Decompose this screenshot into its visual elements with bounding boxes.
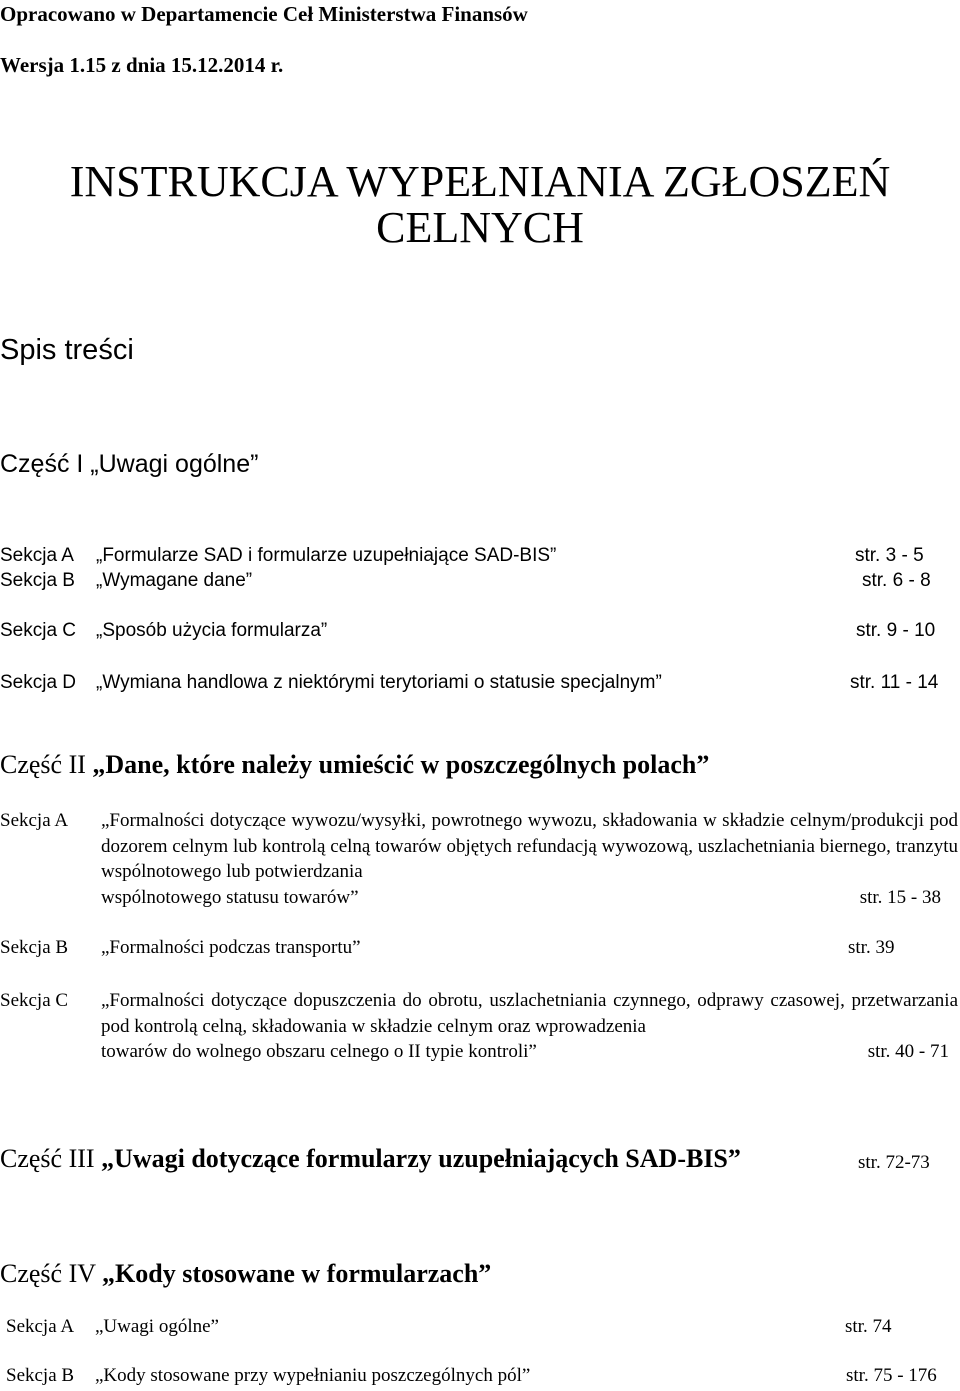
- part1-heading: [0, 450, 258, 479]
- part1-sectionD-title: „Wymiana handlowa z niektórymi terytoriami o statusie specjalnym”: [96, 672, 662, 693]
- part2-title: „Dane, które należy umieścić w poszczególnych polach”: [92, 750, 710, 779]
- part2-sectionC-body: [101, 988, 958, 1065]
- part4-sectionB-pages: str. 75 - 176: [846, 1365, 937, 1386]
- part2-sectionA-body: [101, 808, 958, 910]
- part1-sectionA-label: Sekcja A: [0, 545, 74, 566]
- part2-sectionB-pages: str. 39: [848, 937, 895, 958]
- part1-sectionC-title: „Sposób użycia formularza”: [96, 620, 328, 641]
- part4-sectionA-title: „Uwagi ogólne”: [95, 1316, 219, 1337]
- part2-sectionC-pages: str. 40 - 71: [867, 1041, 949, 1062]
- part2-sectionC-text: „Formalności dotyczące dopuszczenia do obrotu, uszlachetniania czynnego, odprawy czasowej, przetwarzania pod kontrolą celną, składowania w składzie celnym oraz wprowadzenia: [101, 990, 958, 1037]
- part1-sectionA-title: „Formularze SAD i formularze uzupełniające SAD-BIS”: [96, 545, 557, 566]
- part2-label: Część II: [0, 750, 93, 779]
- part2-sectionA-text: „Formalności dotyczące wywozu/wysyłki, powrotnego wywozu, składowania w składzie celnym/produkcji pod dozorem celnym lub kontrolą celną towarów objętych refundacją wywozową, uszlachetniania biernego, tranzytu wspólnotowego lub potwierdzania: [101, 810, 958, 882]
- part1-label: Część I: [0, 450, 91, 478]
- part4-sectionB-label: Sekcja B: [6, 1365, 75, 1386]
- part3-heading: [0, 1144, 741, 1174]
- part1-sectionB-label: Sekcja B: [0, 570, 75, 591]
- part2-sectionA-label: Sekcja A: [0, 810, 69, 831]
- department-line: Opracowano w Departamencie Ceł Ministerstwa Finansów: [0, 2, 528, 26]
- part2-sectionC-label: Sekcja C: [0, 990, 69, 1011]
- part3-title: „Uwagi dotyczące formularzy uzupełniających SAD-BIS”: [101, 1144, 741, 1173]
- part4-sectionA-pages: str. 74: [845, 1316, 892, 1337]
- version-line: Wersja 1.15 z dnia 15.12.2014 r.: [0, 53, 284, 77]
- part1-title: „Uwagi ogólne”: [90, 450, 259, 478]
- part4-heading: [0, 1259, 491, 1289]
- part3-label: Część III: [0, 1144, 102, 1173]
- document-title-line1: INSTRUKCJA WYPEŁNIANIA ZGŁOSZEŃ: [69, 157, 891, 206]
- part2-sectionA-last-line: wspólnotowego statusu towarów”: [101, 886, 359, 908]
- part4-title: „Kody stosowane w formularzach”: [102, 1259, 492, 1288]
- part4-sectionB-title: „Kody stosowane przy wypełnianiu poszczególnych pól”: [95, 1365, 531, 1386]
- part3-pages: str. 72-73: [858, 1152, 930, 1173]
- part4-label: Część IV: [0, 1259, 103, 1288]
- part1-sectionA-pages: str. 3 - 5: [855, 545, 924, 566]
- part1-sectionC-pages: str. 9 - 10: [856, 620, 936, 641]
- part2-sectionC-last-line: towarów do wolnego obszaru celnego o II typie kontroli”: [101, 1041, 537, 1062]
- part1-sectionD-label: Sekcja D: [0, 672, 77, 693]
- part1-sectionC-label: Sekcja C: [0, 620, 77, 641]
- part2-sectionB-label: Sekcja B: [0, 937, 69, 958]
- part2-sectionB-title: „Formalności podczas transportu”: [101, 937, 361, 958]
- part2-heading: [0, 750, 709, 780]
- part1-sectionB-title: „Wymagane dane”: [96, 570, 253, 591]
- document-title-line2: CELNYCH: [376, 203, 584, 252]
- part1-sectionB-pages: str. 6 - 8: [862, 570, 931, 591]
- part2-sectionA-pages: str. 15 - 38: [859, 886, 941, 908]
- part4-sectionA-label: Sekcja A: [6, 1316, 75, 1337]
- toc-heading: Spis treści: [0, 334, 134, 366]
- part1-sectionD-pages: str. 11 - 14: [850, 672, 939, 693]
